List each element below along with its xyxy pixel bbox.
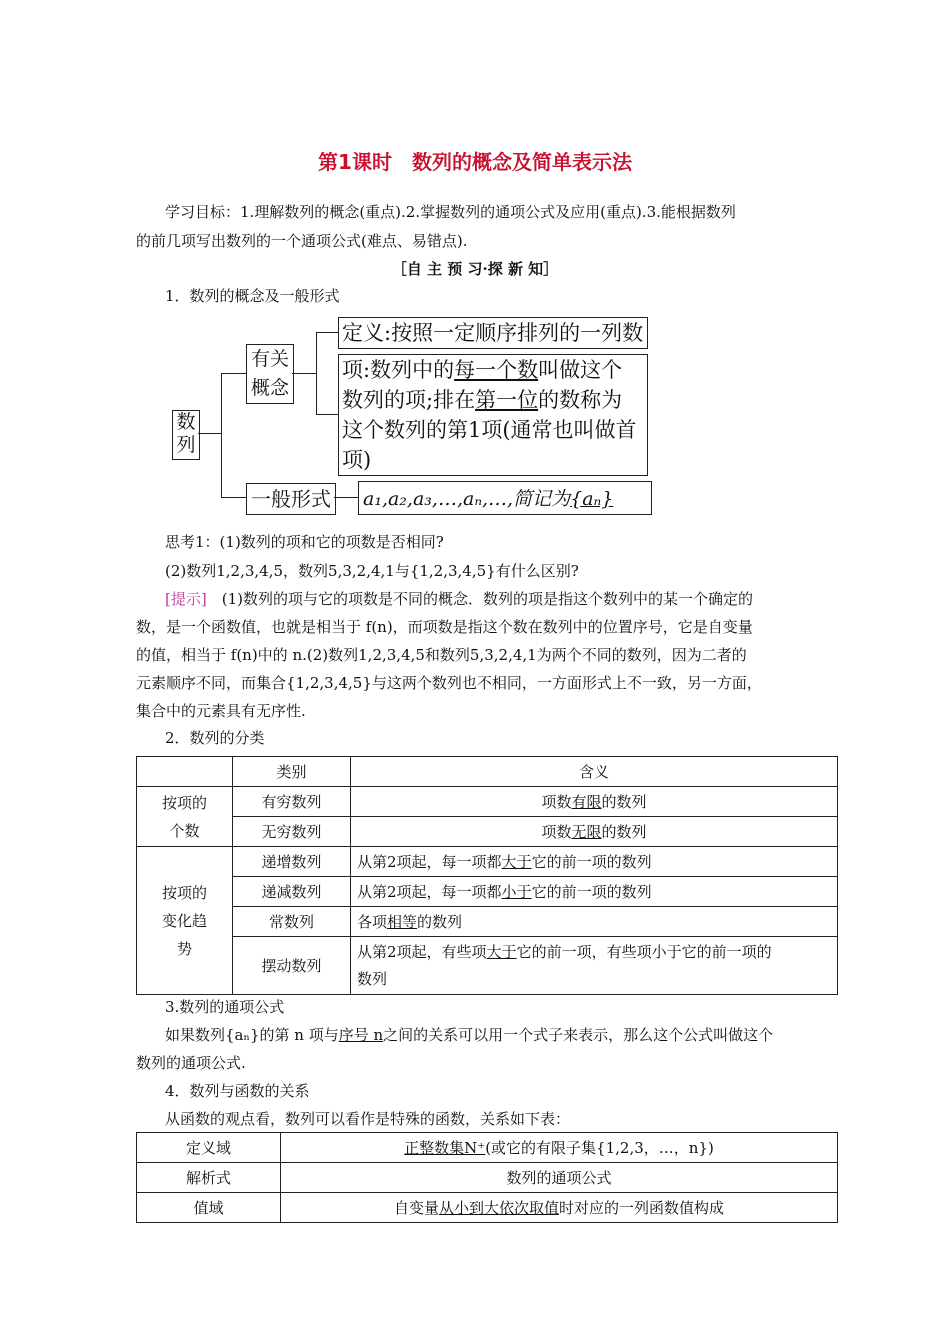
objectives-line-1: 学习目标：1.理解数列的概念(重点).2.掌握数列的通项公式及应用(重点).3.能根据数列 bbox=[165, 203, 736, 221]
general-form-label: 一般形式 bbox=[246, 483, 336, 515]
page-title: 第1课时 数列的概念及简单表示法 bbox=[318, 150, 632, 174]
hint-line-2: 数，是一个函数值，也就是相当于 f(n)，而项数是指这个数在数列中的位置序号，它是自变量 bbox=[136, 618, 753, 636]
header-category: 类别 bbox=[233, 757, 351, 787]
header-meaning: 含义 bbox=[351, 757, 838, 787]
related-concept-box: 有关 概念 bbox=[246, 344, 294, 404]
table-row: 按项的 个数 有穷数列 项数有限的数列 bbox=[137, 787, 838, 817]
group-by-count: 按项的 个数 bbox=[137, 787, 233, 847]
root-box: 数 列 bbox=[172, 410, 200, 460]
function-table bbox=[136, 1132, 838, 1223]
heading-4: 4．数列与函数的关系 bbox=[165, 1082, 310, 1100]
definition-box: 定义:按照一定顺序排列的一列数 bbox=[338, 317, 648, 349]
table-row: 解析式 数列的通项公式 bbox=[137, 1163, 838, 1193]
table-row: 值域 自变量从小到大依次取值时对应的一列函数值构成 bbox=[137, 1193, 838, 1223]
think-question-1: 思考1：(1)数列的项和它的项数是否相同? bbox=[165, 533, 444, 551]
formula-line-2: 数列的通项公式. bbox=[136, 1054, 246, 1072]
formula-line-1: 如果数列{aₙ}的第 n 项与序号 n之间的关系可以用一个式子来表示，那么这个公式叫做这个 bbox=[165, 1026, 774, 1044]
table-row: 无穷数列 项数无限的数列 bbox=[137, 817, 838, 847]
table-header-row bbox=[137, 757, 838, 787]
think-question-2: (2)数列1,2,3,4,5，数列5,3,2,4,1与{1,2,3,4,5}有什么区别? bbox=[165, 562, 579, 580]
heading-3: 3.数列的通项公式 bbox=[165, 998, 285, 1016]
table-row: 递减数列 从第2项起，每一项都小于它的前一项的数列 bbox=[137, 877, 838, 907]
hint-line-5: 集合中的元素具有无序性. bbox=[136, 702, 306, 720]
table-row: 摆动数列 从第2项起，有些项大于它的前一项，有些项小于它的前一项的 数列 bbox=[137, 937, 838, 995]
section-banner: ［自 主 预 习·探 新 知］ bbox=[391, 260, 559, 278]
hint-line-1: [提示] (1)数列的项与它的项数是不同的概念．数列的项是指这个数列中的某一个确定的 bbox=[165, 590, 753, 608]
group-by-trend: 按项的 变化趋 势 bbox=[137, 847, 233, 995]
term-box: 项:数列中的每一个数叫做这个 数列的项;排在第一位的数称为 这个数列的第1项(通常也叫做首 项) bbox=[338, 354, 648, 476]
classification-table bbox=[136, 756, 838, 995]
table-row: 按项的 变化趋 势 递增数列 从第2项起，每一项都大于它的前一项的数列 bbox=[137, 847, 838, 877]
objectives-line-2: 的前几项写出数列的一个通项公式(难点、易错点). bbox=[136, 232, 468, 250]
table-row: 定义域 正整数集N⁺(或它的有限子集{1,2,3，…，n}) bbox=[137, 1133, 838, 1163]
general-form-box: a₁,a₂,a₃,…,aₙ,…,简记为{aₙ} bbox=[358, 481, 652, 515]
heading-2: 2．数列的分类 bbox=[165, 729, 265, 747]
hint-line-4: 元素顺序不同，而集合{1,2,3,4,5}与这两个数列也不相同，一方面形式上不一致，另一方面， bbox=[136, 674, 762, 692]
function-intro: 从函数的观点看，数列可以看作是特殊的函数，关系如下表： bbox=[165, 1110, 571, 1128]
heading-1: 1．数列的概念及一般形式 bbox=[165, 287, 340, 305]
table-row: 常数列 各项相等的数列 bbox=[137, 907, 838, 937]
hint-label: [提示] bbox=[165, 590, 207, 608]
hint-line-3: 的值，相当于 f(n)中的 n.(2)数列1,2,3,4,5和数列5,3,2,4,1为两个不同的数列，因为二者的 bbox=[136, 646, 747, 664]
